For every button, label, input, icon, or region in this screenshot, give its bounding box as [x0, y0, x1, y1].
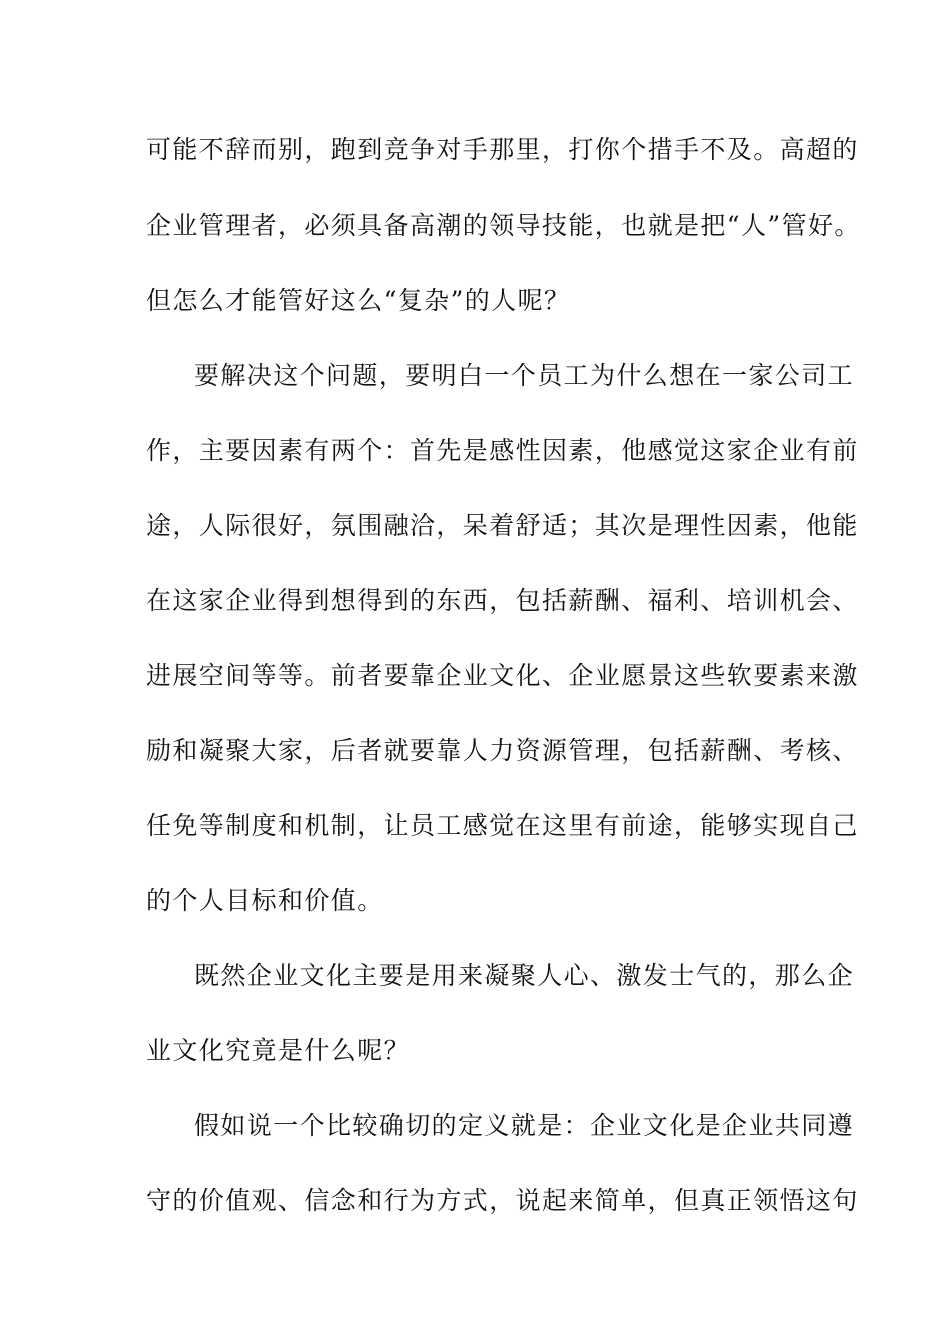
text-line-4: 要解决这个问题，要明白一个员工为什么想在一家公司工 — [194, 361, 855, 390]
text-line-1: 可能不辞而别，跑到竞争对手那里，打你个措手不及。高超的 — [146, 135, 859, 164]
text-line-10: 任免等制度和机制，让员工感觉在这里有前途，能够实现自己 — [146, 811, 859, 840]
text-line-11: 的个人目标和价值。 — [146, 886, 384, 915]
text-line-12: 既然企业文化主要是用来凝聚人心、激发士气的，那么企 — [194, 961, 855, 990]
text-line-13: 业文化究竟是什么呢？ — [146, 1036, 411, 1065]
text-line-6: 途，人际很好，氛围融洽，呆着舒适；其次是理性因素，他能 — [146, 511, 859, 540]
text-line-15: 守的价值观、信念和行为方式，说起来简单，但真正领悟这句 — [146, 1186, 859, 1215]
text-line-2: 企业管理者，必须具备高潮的领导技能，也就是把“人”管好。 — [146, 211, 861, 240]
text-line-14: 假如说一个比较确切的定义就是：企业文化是企业共同遵 — [194, 1111, 855, 1140]
text-line-5: 作，主要因素有两个：首先是感性因素，他感觉这家企业有前 — [146, 436, 859, 465]
text-line-7: 在这家企业得到想得到的东西，包括薪酬、福利、培训机会、 — [146, 586, 859, 615]
text-line-8: 进展空间等等。前者要靠企业文化、企业愿景这些软要素来激 — [146, 661, 859, 690]
text-line-9: 励和凝聚大家，后者就要靠人力资源管理，包括薪酬、考核、 — [146, 736, 859, 765]
text-line-3: 但怎么才能管好这么“复杂”的人呢？ — [146, 286, 571, 315]
